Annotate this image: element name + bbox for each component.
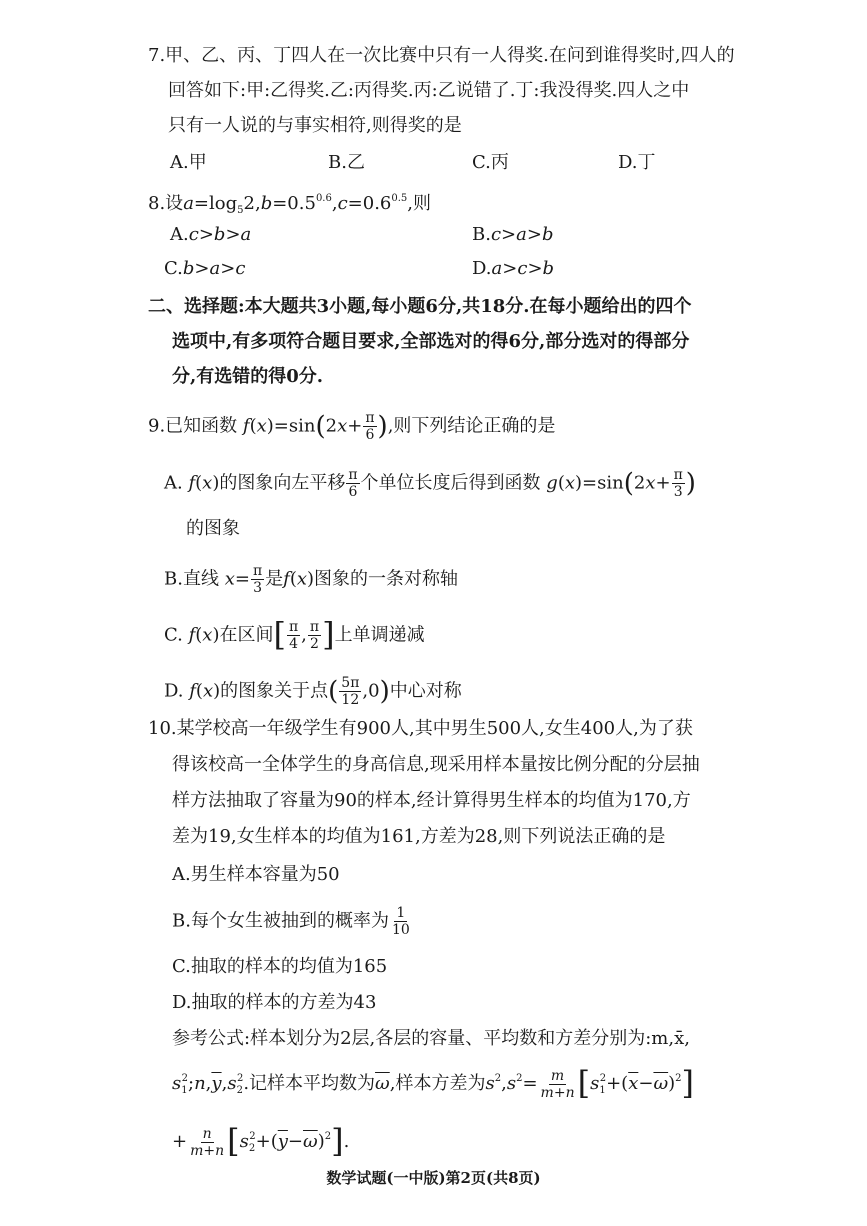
q7-line2: 回答如下:甲:乙得奖.乙:丙得奖.丙:乙说错了.丁:我没得奖.四人之中 (168, 80, 690, 101)
q10-line2: 得该校高一全体学生的身高信息,现采用样本量按比例分配的分层抽 (172, 754, 700, 775)
q9-stem: 9.已知函数 f(x)=sin(2x+ $\frac{\pi}{6}$ ),则下列结论正确的是 (148, 410, 556, 443)
page-footer: 数学试题(一中版)第2页(共8页) (326, 1169, 541, 1187)
q8-num: 8.设 (148, 193, 184, 214)
q10-line1: 10.某学校高一年级学生有900人,其中男生500人,女生400人,为了获 (148, 718, 693, 739)
q8-stem: 8.设$a=\log_52,b=0.5^{0.6},c=0.6^{0.5}$,则 (148, 193, 432, 216)
q10-option-d: D.抽取的样本的方差为43 (172, 992, 377, 1013)
q8-option-c: C.b>a>c (164, 258, 246, 279)
q7-option-c: C.丙 (472, 152, 509, 173)
q8-option-d: D.a>c>b (472, 258, 555, 279)
q7-option-d: D.丁 (618, 152, 656, 173)
q7-option-b: B.乙 (328, 152, 365, 173)
q10-reference-line1: 参考公式:样本划分为2层,各层的容量、平均数和方差分别为:m,x̄, (172, 1028, 690, 1049)
q9-option-a-line2: 的图象 (186, 518, 240, 539)
q7-line1: 7.甲、乙、丙、丁四人在一次比赛中只有一人得奖.在问到谁得奖时,四人的 (148, 45, 735, 66)
q9-option-c: C. f(x)在区间[ $\frac{\pi}{4}$ , $\frac{\pi}{2}$ ]上单调递减 (164, 615, 425, 654)
q10-option-a: A.男生样本容量为50 (172, 864, 340, 885)
q9-option-b: B.直线 x= $\frac{\pi}{3}$ 是f(x)图象的一条对称轴 (164, 563, 459, 596)
q10-reference-line3: + $\frac{n}{m+n}$ $[s_2^2+(\overline{y}-\overline{\omega})^2]$. (172, 1122, 350, 1160)
section2-line1: 二、选择题:本大题共3小题,每小题6分,共18分.在每小题给出的四个 (148, 296, 692, 317)
q10-line3: 样方法抽取了容量为90的样本,经计算得男生样本的均值为170,方 (172, 790, 691, 811)
q7-line3: 只有一人说的与事实相符,则得奖的是 (168, 115, 462, 136)
section2-line2: 选项中,有多项符合题目要求,全部选对的得6分,部分选对的得部分 (172, 331, 690, 352)
q9-option-a: A. f(x)的图象向左平移 $\frac{\pi}{6}$ 个单位长度后得到函数 g(x)=sin(2x+ $\frac{\pi}{3}$ ) (164, 467, 696, 500)
q10-option-c: C.抽取的样本的均值为165 (172, 956, 388, 977)
q10-option-b: B.每个女生被抽到的概率为 $\frac{1}{10}$ (172, 905, 410, 938)
q8-option-b: B.c>a>b (472, 224, 554, 245)
q10-line4: 差为19,女生样本的均值为161,方差为28,则下列说法正确的是 (172, 826, 666, 847)
section2-line3: 分,有选错的得0分. (172, 366, 324, 387)
q9-option-d: D. f(x)的图象关于点( $\frac{5\pi}{12}$ ,0)中心对称 (164, 675, 462, 708)
q8-option-a: A.c>b>a (170, 224, 252, 245)
q10-reference-line2: $s_1^2;n,\overline{y},s_2^2$.记样本平均数为$\overline{\omega}$,样本方差为$s^2,s^2=$ $\frac{m}{m+n}$ $[s_1^2+(\overline{x}-\overline{\omega})^2]$ (172, 1064, 695, 1102)
q7-option-a: A.甲 (170, 152, 207, 173)
